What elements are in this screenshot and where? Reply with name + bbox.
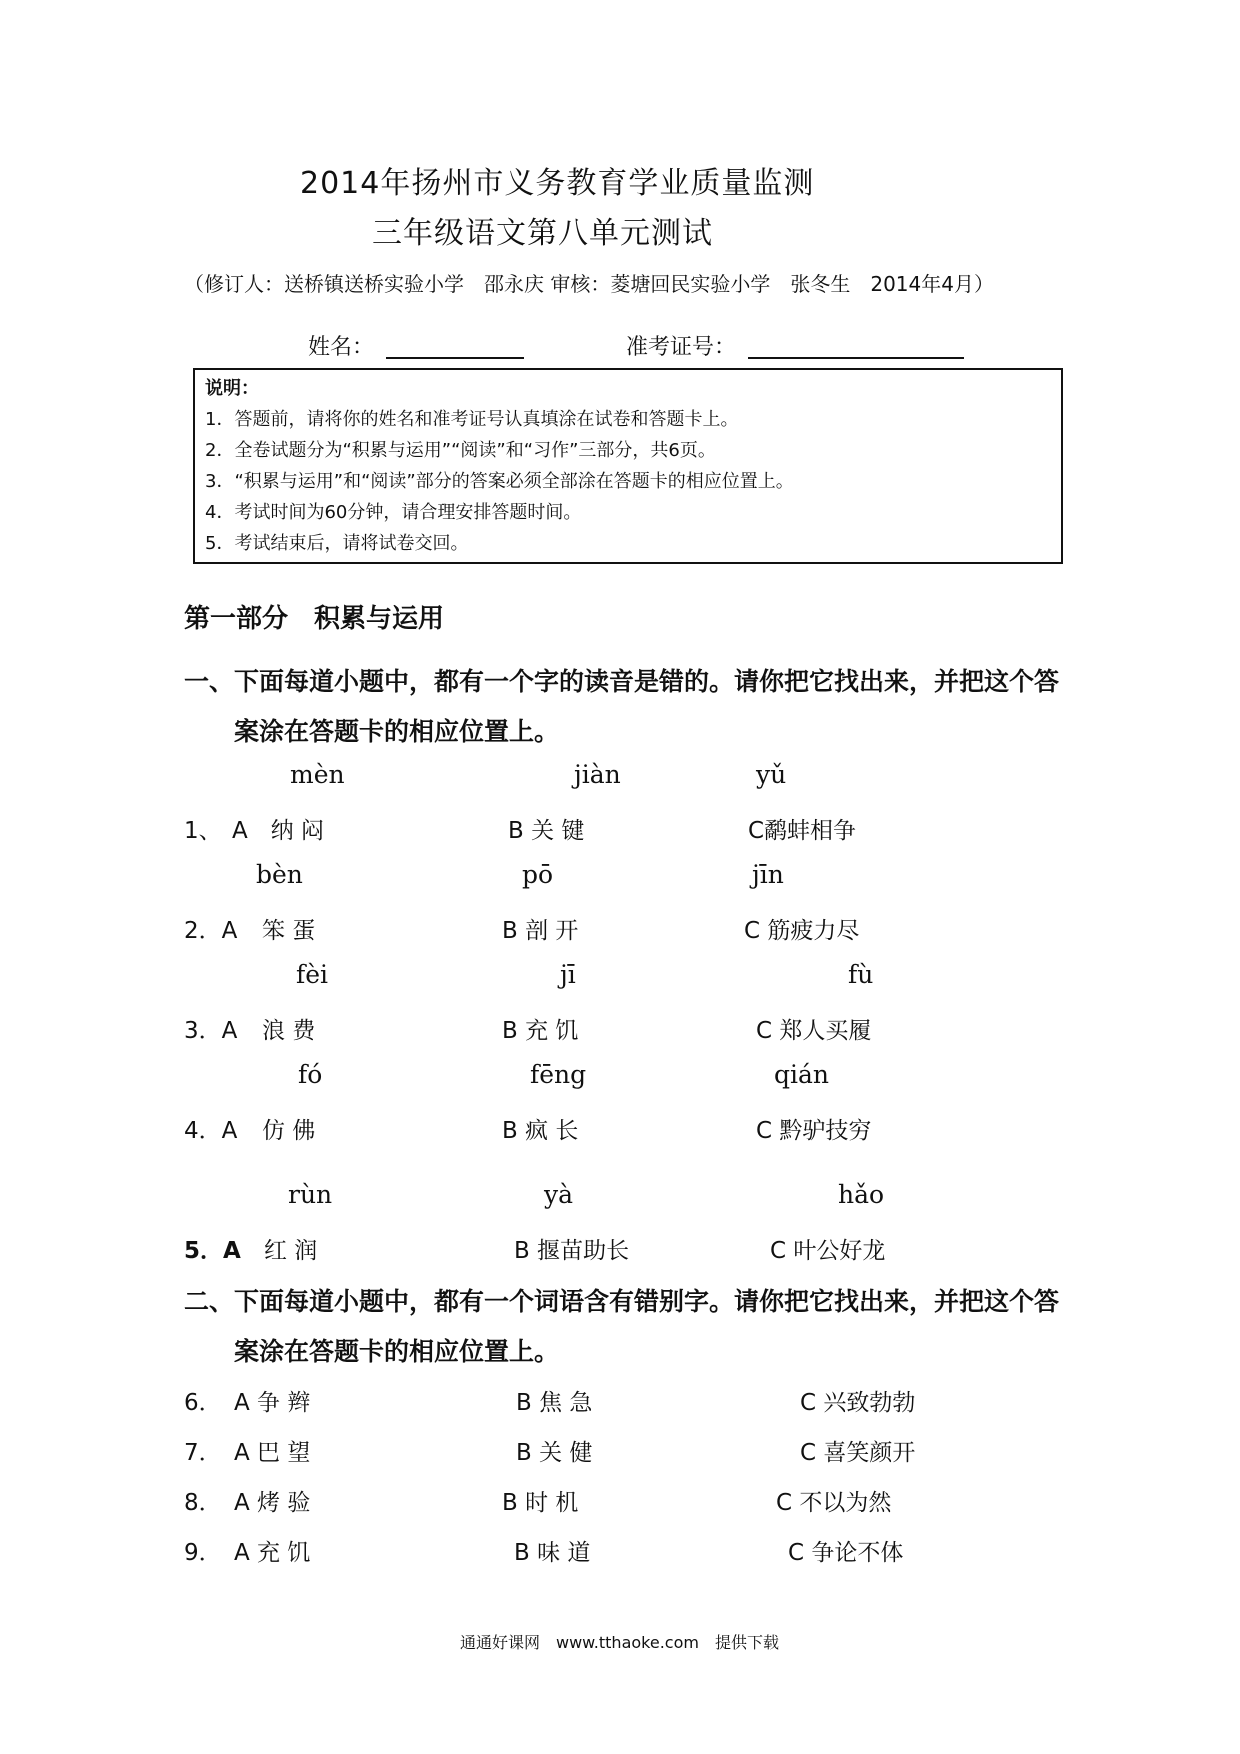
pinyin: yǔ <box>756 760 787 789</box>
instruction-item: 4．考试时间为60分钟，请合理安排答题时间。 <box>205 502 582 523</box>
option-b[interactable]: B 关 健 <box>516 1440 593 1466</box>
option-c[interactable]: C 喜笑颜开 <box>800 1440 916 1466</box>
option-b[interactable]: B 时 机 <box>502 1490 579 1516</box>
option-a[interactable]: A 纳 闷 <box>232 818 325 844</box>
option-a[interactable]: 红 润 <box>264 1238 318 1264</box>
instructions-box <box>193 368 1063 564</box>
question-number: 3．A <box>184 1018 238 1044</box>
pinyin: jiàn <box>574 760 621 789</box>
option-a[interactable]: A 争 辫 <box>234 1390 311 1416</box>
pinyin: bèn <box>256 860 303 889</box>
instructions-heading: 说明： <box>205 378 259 399</box>
question-number: 2．A <box>184 918 238 944</box>
instruction-item: 2．全卷试题分为“积累与运用”“阅读”和“习作”三部分，共6页。 <box>205 440 716 461</box>
option-c[interactable]: C 黔驴技穷 <box>756 1118 872 1144</box>
option-c[interactable]: C 筋疲力尽 <box>744 918 860 944</box>
name-field[interactable] <box>386 357 524 359</box>
option-a[interactable]: 笨 蛋 <box>262 918 316 944</box>
option-b[interactable]: B 揠苗助长 <box>514 1238 630 1264</box>
option-b[interactable]: B 关 键 <box>508 818 585 844</box>
pinyin: fó <box>298 1060 323 1089</box>
question-number: 5．A <box>184 1238 241 1264</box>
section-two-instruction-cont: 案涂在答题卡的相应位置上。 <box>234 1337 560 1366</box>
question-number: 9． <box>184 1540 222 1566</box>
pinyin: yà <box>544 1180 574 1209</box>
option-c[interactable]: C 兴致勃勃 <box>800 1390 916 1416</box>
pinyin: jī <box>560 960 576 989</box>
question-number: 8． <box>184 1490 222 1516</box>
pinyin: fèi <box>296 960 329 989</box>
question-number: 4．A <box>184 1118 238 1144</box>
option-b[interactable]: B 焦 急 <box>516 1390 593 1416</box>
pinyin: jīn <box>752 860 784 889</box>
footer-text: 通通好课网 www.tthaoke.com 提供下载 <box>460 1633 779 1652</box>
option-c[interactable]: C 叶公好龙 <box>770 1238 886 1264</box>
instruction-item: 1．答题前，请将你的姓名和准考证号认真填涂在试卷和答题卡上。 <box>205 409 739 430</box>
part-heading: 第一部分 积累与运用 <box>184 604 445 634</box>
instruction-item: 5．考试结束后，请将试卷交回。 <box>205 533 469 554</box>
option-c[interactable]: C 争论不体 <box>788 1540 904 1566</box>
pinyin: mèn <box>290 760 345 789</box>
option-c[interactable]: C 不以为然 <box>776 1490 892 1516</box>
option-a[interactable]: A 巴 望 <box>234 1440 311 1466</box>
question-number: 7． <box>184 1440 222 1466</box>
exam-subtitle: 三年级语文第八单元测试 <box>372 216 713 251</box>
name-label: 姓名： <box>308 335 375 360</box>
option-a[interactable]: A 充 饥 <box>234 1540 311 1566</box>
section-one-instruction: 一、下面每道小题中，都有一个字的读音是错的。请你把它找出来，并把这个答 <box>184 667 1060 696</box>
pinyin: qián <box>774 1060 830 1089</box>
question-number: 1、 <box>184 818 222 844</box>
pinyin: pō <box>522 860 554 889</box>
question-number: 6． <box>184 1390 222 1416</box>
option-c[interactable]: C鹬蚌相争 <box>748 818 857 844</box>
option-b[interactable]: B 充 饥 <box>502 1018 579 1044</box>
option-b[interactable]: B 疯 长 <box>502 1118 579 1144</box>
option-a[interactable]: 仿 佛 <box>262 1118 316 1144</box>
credits-line: （修订人：送桥镇送桥实验小学 邵永庆 审核：菱塘回民实验小学 张冬生 2014年4月） <box>184 272 994 296</box>
option-a[interactable]: A 烤 验 <box>234 1490 311 1516</box>
option-b[interactable]: B 味 道 <box>514 1540 591 1566</box>
exam-id-label: 准考证号： <box>626 335 737 360</box>
section-one-instruction-cont: 案涂在答题卡的相应位置上。 <box>234 717 560 746</box>
pinyin: rùn <box>288 1180 333 1209</box>
section-two-instruction: 二、下面每道小题中，都有一个词语含有错别字。请你把它找出来，并把这个答 <box>184 1287 1060 1316</box>
exam-id-field[interactable] <box>748 357 964 359</box>
option-c[interactable]: C 郑人买履 <box>756 1018 872 1044</box>
option-a[interactable]: 浪 费 <box>262 1018 316 1044</box>
exam-title: 2014年扬州市义务教育学业质量监测 <box>300 166 815 201</box>
option-b[interactable]: B 剖 开 <box>502 918 579 944</box>
pinyin: hǎo <box>838 1180 885 1209</box>
instruction-item: 3．“积累与运用”和“阅读”部分的答案必须全部涂在答题卡的相应位置上。 <box>205 471 794 492</box>
pinyin: fù <box>848 960 874 989</box>
pinyin: fēng <box>530 1060 587 1089</box>
